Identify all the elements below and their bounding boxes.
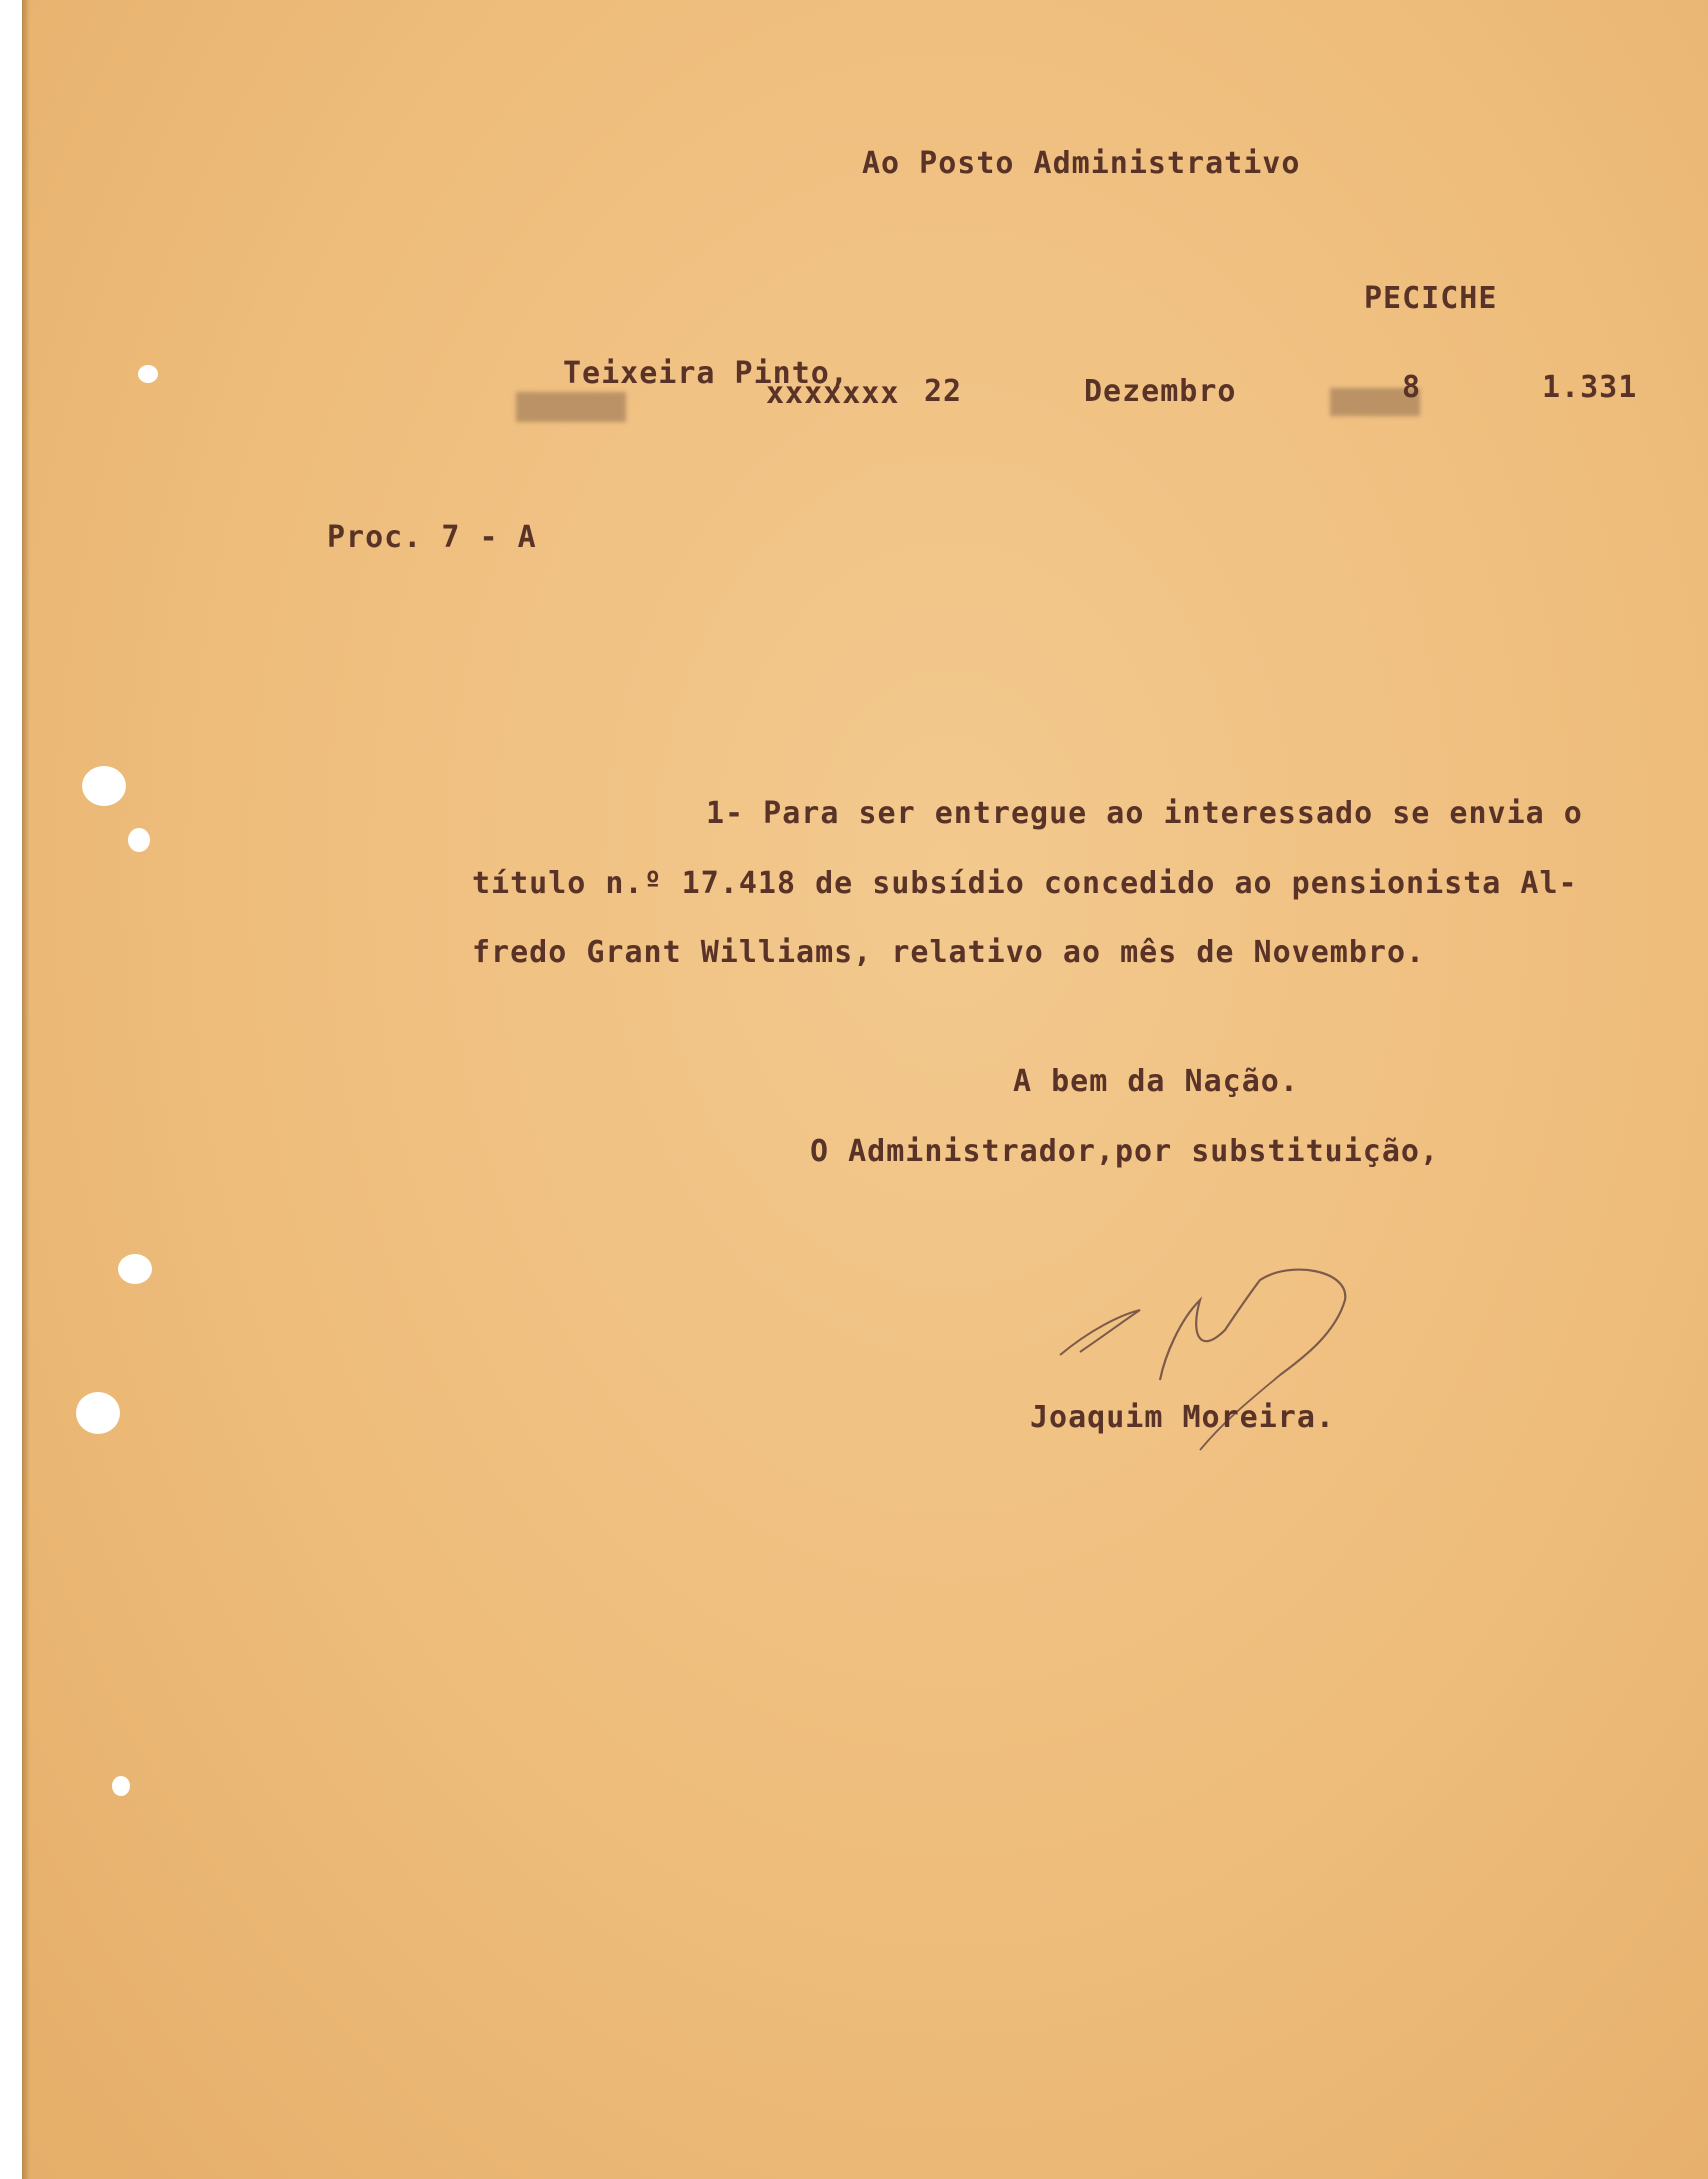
- document-number: 1.331: [1542, 370, 1638, 405]
- binder-hole: [82, 766, 126, 806]
- addressee: Ao Posto Administrativo: [862, 146, 1301, 181]
- body-line: título n.º 17.418 de subsídio concedido ao pensionista Al-: [472, 866, 1578, 901]
- process-reference: Proc. 7 - A: [327, 520, 537, 555]
- place: Teixeira Pinto,: [563, 356, 849, 391]
- month: Dezembro: [1084, 374, 1237, 409]
- paper-edge: [22, 0, 30, 2179]
- closing: A bem da Nação.: [1013, 1064, 1299, 1099]
- paper-sheet: [22, 0, 1708, 2179]
- body-line: 1- Para ser entregue ao interessado se envia o: [706, 796, 1583, 831]
- ink-smudge: [516, 392, 626, 422]
- signatory-name: Joaquim Moreira.: [1030, 1400, 1335, 1435]
- binder-hole: [118, 1254, 152, 1284]
- binder-hole: [138, 365, 158, 383]
- binder-hole: [112, 1776, 130, 1796]
- struck-text: xxxxxxx: [766, 376, 900, 411]
- binder-hole: [128, 828, 150, 852]
- year-fragment: 8: [1402, 370, 1422, 405]
- body-line: fredo Grant Williams, relativo ao mês de Novembro.: [472, 935, 1426, 970]
- signatory-role: O Administrador,por substituição,: [810, 1134, 1440, 1169]
- location: PECICHE: [1364, 281, 1498, 316]
- binder-hole: [76, 1392, 120, 1434]
- day: 22: [924, 374, 963, 409]
